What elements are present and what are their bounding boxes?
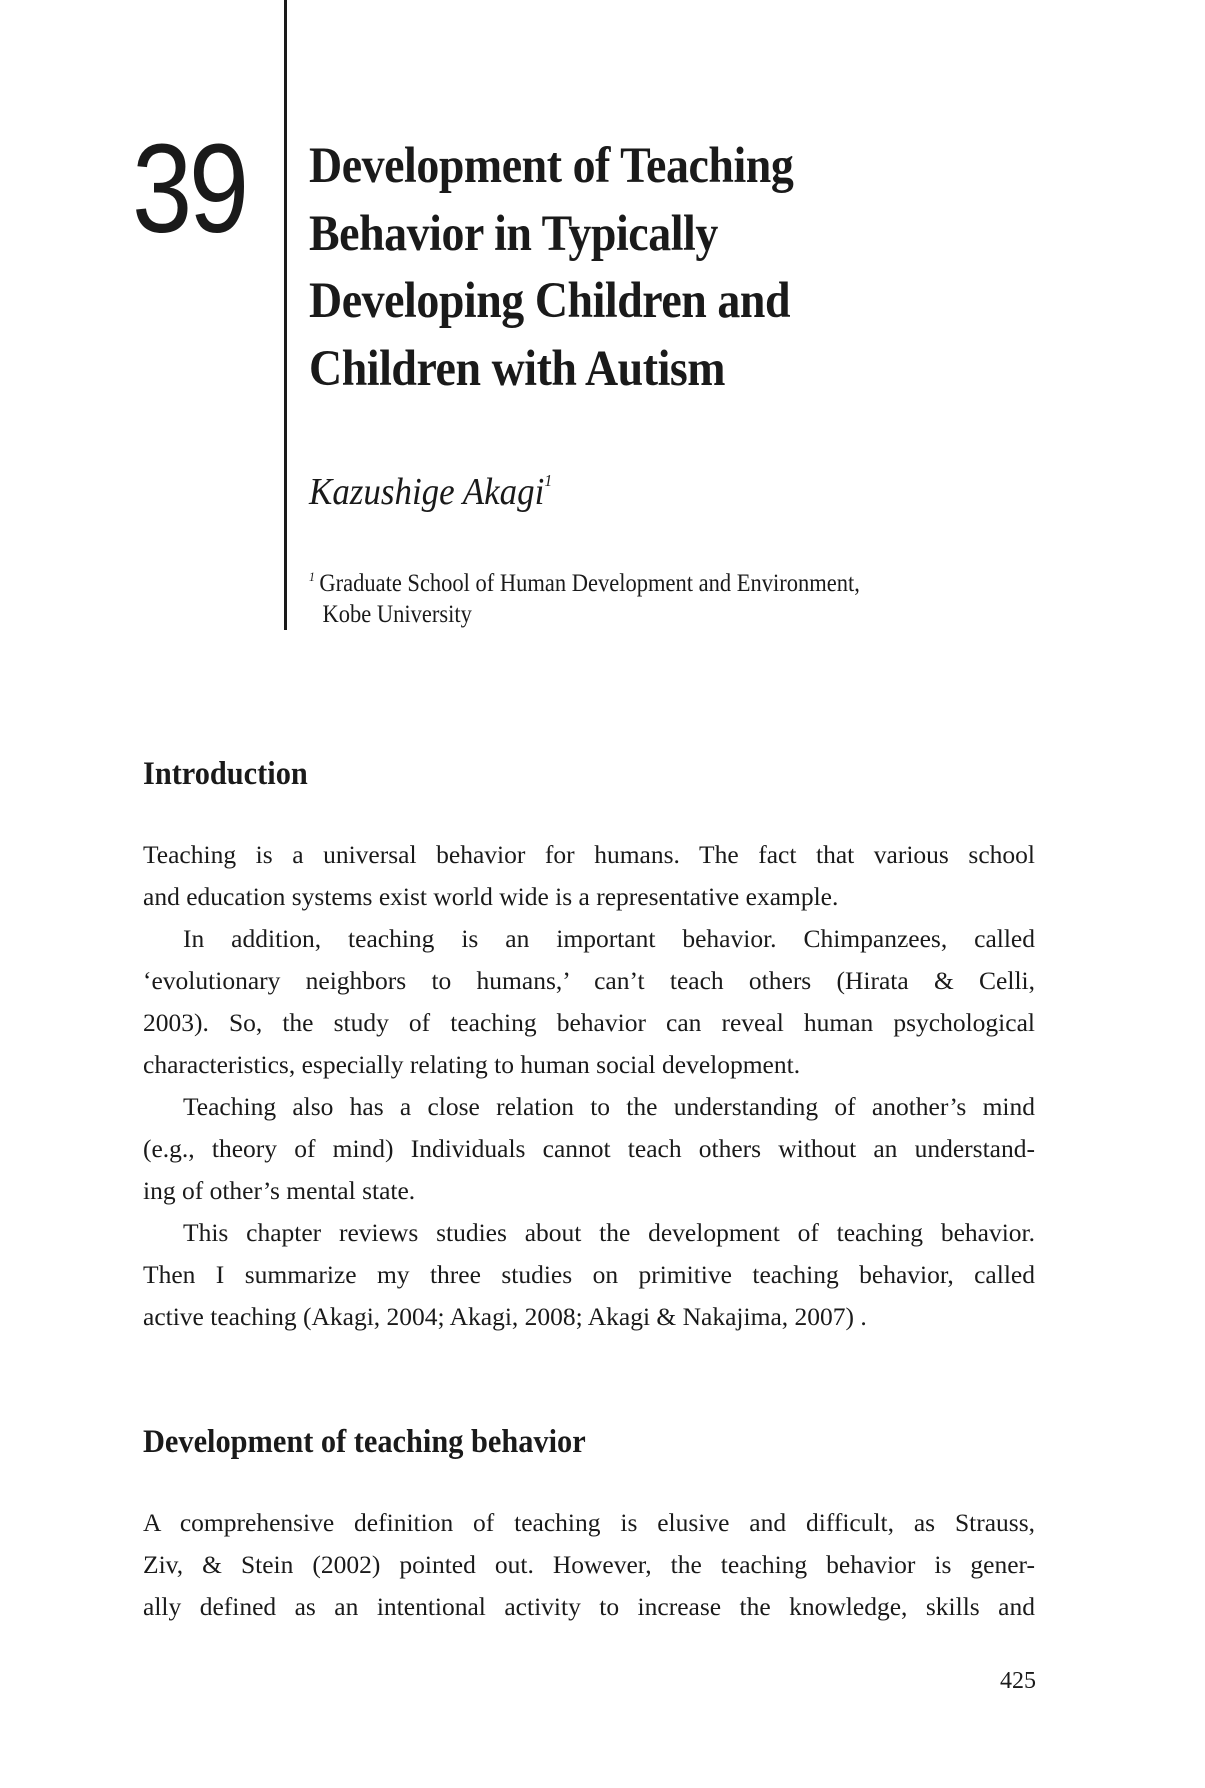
body-text-line: Teaching is a universal behavior for humans. The fact that various school [143, 840, 1035, 869]
introduction-body [143, 834, 1035, 1338]
body-text-line: Teaching also has a close relation to the understanding of another’s mind [183, 1092, 1035, 1121]
body-text-line: 2003). So, the study of teaching behavior can reveal human psychological [143, 1008, 1035, 1037]
body-text-line: In addition, teaching is an important behavior. Chimpanzees, called [183, 924, 1035, 953]
chapter-title-line: Behavior in Typically [309, 205, 718, 262]
body-text-line: This chapter reviews studies about the development of teaching behavior. [183, 1218, 1035, 1247]
author-affiliation-marker: 1 [544, 471, 553, 490]
body-text-line: ally defined as an intentional activity to increase the knowledge, skills and [143, 1592, 1035, 1621]
affiliation-text: Graduate School of Human Development and Environment, [319, 570, 860, 597]
chapter-number: 39 [132, 118, 246, 259]
body-text-line: ‘evolutionary neighbors to humans,’ can’t teach others (Hirata & Celli, [143, 966, 1035, 995]
chapter-title-line: Development of Teaching [309, 138, 794, 194]
chapter-title-line: Developing Children and [309, 273, 791, 329]
chapter-divider-rule [284, 0, 287, 630]
body-text-line: characteristics, especially relating to human social development. [143, 1050, 801, 1079]
body-text-line: Then I summarize my three studies on primitive teaching behavior, called [143, 1260, 1035, 1289]
affiliation-line [309, 561, 860, 599]
affiliation-line: Kobe University [322, 601, 472, 628]
chapter-title [309, 133, 1169, 403]
body-text-line: and education systems exist world wide is a representative example. [143, 882, 839, 911]
author-name [309, 470, 552, 514]
affiliation-marker: 1 [309, 569, 315, 584]
development-body [143, 1502, 1035, 1628]
author-affiliation [309, 561, 921, 630]
body-text-line: (e.g., theory of mind) Individuals cannot teach others without an understand- [143, 1134, 1035, 1163]
body-text-line: ing of other’s mental state. [143, 1176, 416, 1205]
section-heading-development: Development of teaching behavior [143, 1424, 586, 1460]
body-text-line: Ziv, & Stein (2002) pointed out. However, the teaching behavior is gener- [143, 1550, 1035, 1579]
chapter-title-line: Children with Autism [309, 340, 726, 397]
page-number: 425 [1000, 1668, 1036, 1694]
body-text-line: active teaching (Akagi, 2004; Akagi, 2008; Akagi & Nakajima, 2007) . [143, 1302, 867, 1331]
section-heading-introduction: Introduction [143, 756, 308, 792]
body-text-line: A comprehensive definition of teaching is elusive and difficult, as Strauss, [143, 1508, 1035, 1537]
author-name-text: Kazushige Akagi [309, 471, 545, 513]
